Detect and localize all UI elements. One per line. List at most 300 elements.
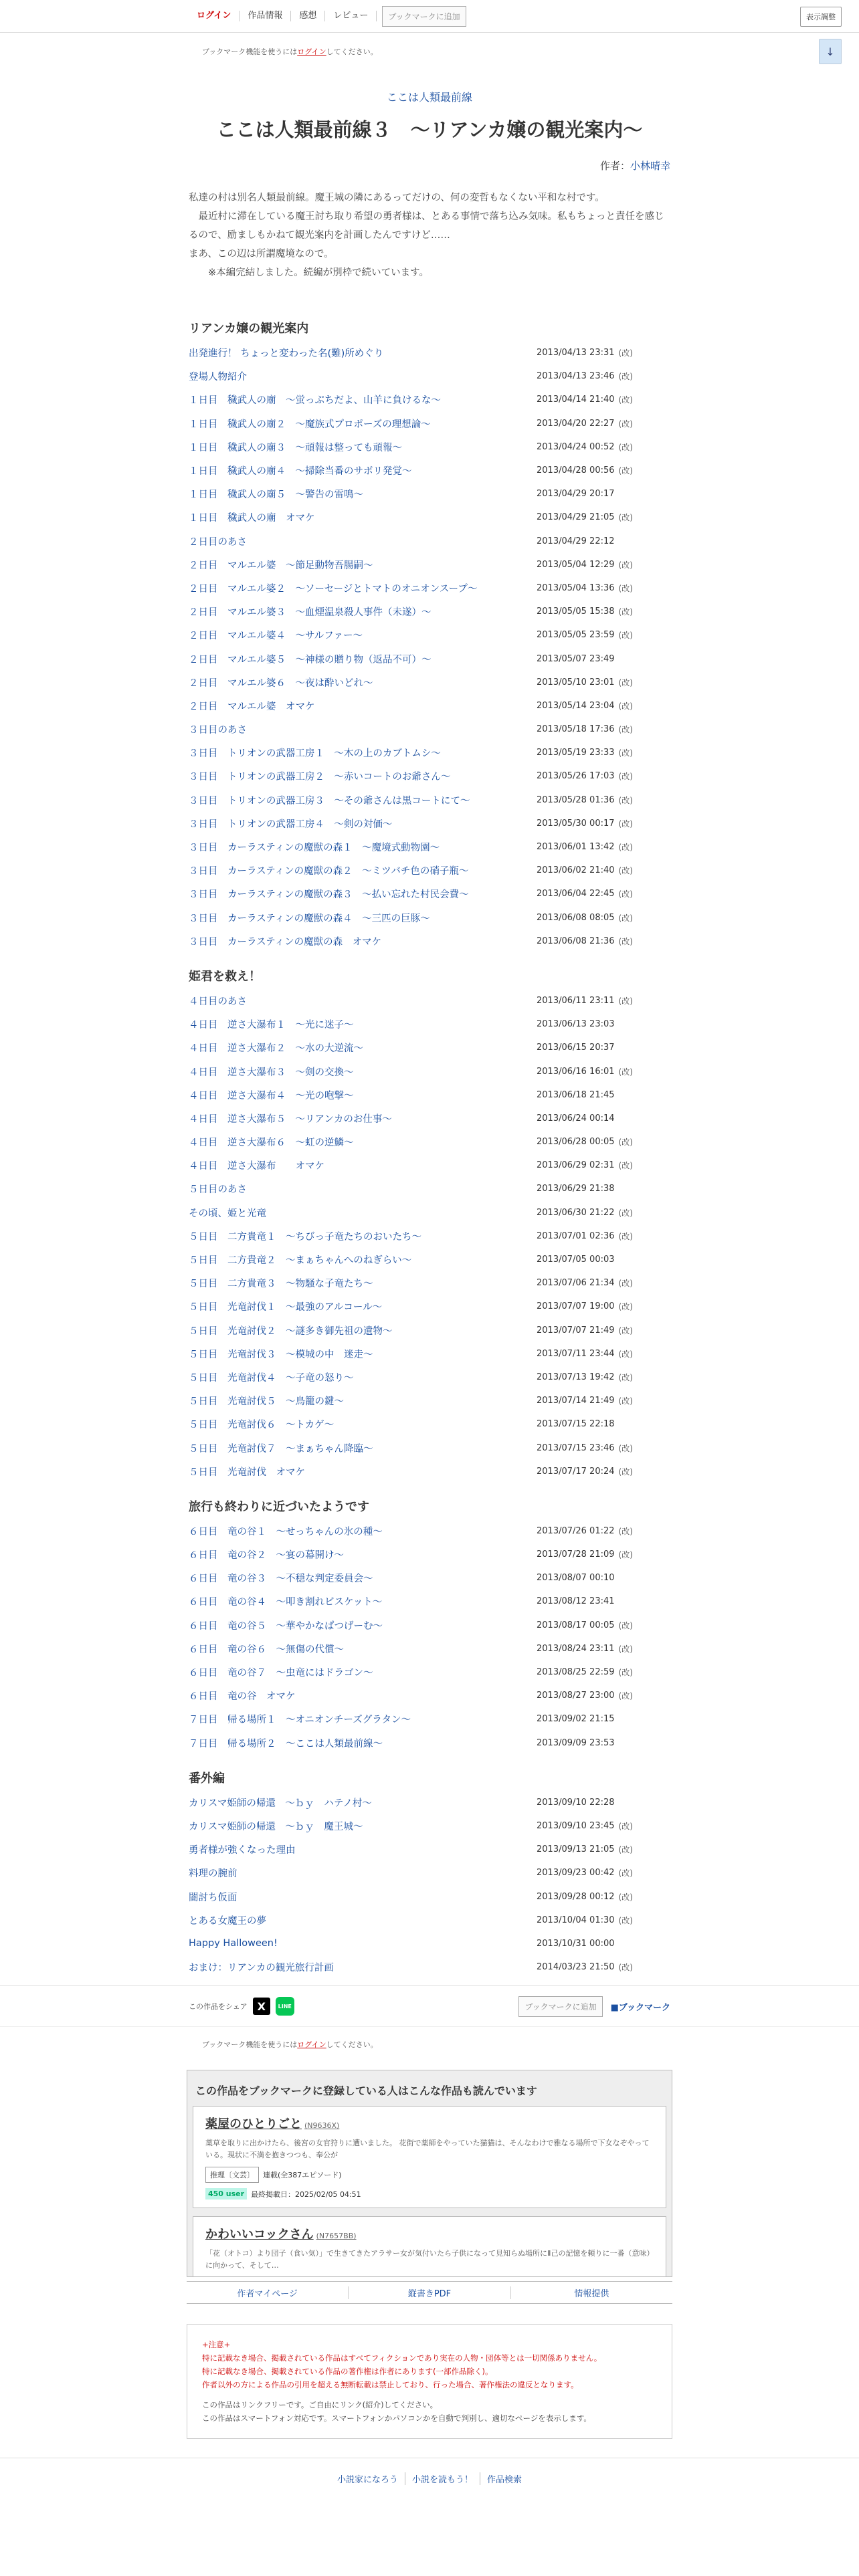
line-share-icon[interactable]: LINE [276, 1997, 294, 2016]
revised-mark: (改) [618, 866, 633, 876]
episode-row [189, 506, 670, 529]
episode-date: 2013/08/07 00:10 [537, 1573, 615, 1584]
episode-date-cell [537, 1525, 670, 1537]
episode-link[interactable]: ５日目 光竜討伐７ ～まぁちゃん降臨～ [189, 1443, 373, 1455]
episode-link[interactable]: ２日目 マルエル婆６ ～夜は酔いどれ～ [189, 677, 373, 689]
episode-date-cell [537, 1891, 670, 1903]
episode-link[interactable]: ５日目 光竜討伐６ ～トカゲ～ [189, 1420, 335, 1431]
episode-date: 2013/04/13 23:31 [537, 348, 615, 358]
caution-heading: +注意+ [202, 2340, 231, 2350]
episode-link[interactable]: その頃、姫と光竜 [189, 1208, 266, 1219]
top-nav [0, 0, 859, 33]
episode-row [189, 435, 670, 459]
impressions-link[interactable]: 感想 [291, 11, 325, 21]
episode-date: 2013/07/01 02:36 [537, 1230, 615, 1241]
episode-date: 2013/08/12 23:41 [537, 1596, 615, 1607]
episode-date: 2013/05/04 12:29 [537, 559, 615, 570]
notice2-prefix: ブックマーク機能を使うには [202, 2040, 298, 2050]
revised-mark: (改) [618, 936, 633, 946]
episode-row [189, 647, 670, 670]
episode-link[interactable]: ５日目 光竜討伐 オマケ [189, 1467, 305, 1478]
episode-link[interactable]: ６日目 竜の谷３ ～不穏な判定委員会～ [189, 1574, 373, 1585]
episode-row [189, 1590, 670, 1613]
episode-date-cell [537, 347, 670, 358]
episode-date-cell [537, 1255, 670, 1265]
revised-mark: (改) [618, 395, 633, 405]
episode-row [189, 812, 670, 835]
episode-row [189, 1036, 670, 1059]
episode-link[interactable]: ４日目 逆さ大瀑布３ ～剣の交換～ [189, 1067, 354, 1078]
revised-mark: (改) [618, 1302, 633, 1312]
episode-date: 2013/04/20 22:27 [537, 418, 615, 429]
episode-link[interactable]: １日目 穢武人の廟４ ～掃除当番のサボリ発覚～ [189, 466, 412, 477]
site-footer [0, 2458, 859, 2498]
episode-date-cell [537, 995, 670, 1006]
episode-link[interactable]: ５日目のあさ [189, 1184, 247, 1196]
episode-date: 2013/07/07 21:49 [537, 1325, 615, 1335]
episode-link[interactable]: ６日目 竜の谷１ ～せっちゃんの氷の種～ [189, 1526, 383, 1537]
scroll-down-button[interactable] [819, 39, 842, 64]
episode-date-cell [537, 794, 670, 806]
episode-row [189, 764, 670, 788]
notice-suffix: してください。 [326, 47, 378, 56]
episode-date: 2013/05/07 23:49 [537, 653, 615, 664]
episode-link[interactable]: 料理の腕前 [189, 1868, 237, 1880]
work-info-link[interactable]: 作品情報 [240, 11, 291, 21]
episode-row [189, 388, 670, 411]
episode-date-cell [537, 1620, 670, 1631]
episode-link[interactable]: ５日目 光竜討伐５ ～鳥籠の鍵～ [189, 1396, 344, 1408]
episode-date: 2013/08/24 23:11 [537, 1643, 615, 1654]
card-meta [205, 2167, 654, 2183]
episode-link[interactable]: ６日目 竜の谷５ ～華やかなぱつげーむ～ [189, 1620, 383, 1632]
episode-link[interactable]: ３日目のあさ [189, 725, 247, 736]
episode-row [189, 600, 670, 623]
episode-link[interactable]: ６日目 竜の谷４ ～叩き割れビスケット～ [189, 1597, 383, 1608]
episode-date: 2013/07/13 19:42 [537, 1372, 615, 1382]
revised-mark: (改) [618, 1138, 633, 1148]
episode-link[interactable]: ５日目 光竜討伐３ ～模城の中 迷走～ [189, 1349, 373, 1360]
episode-date-cell [537, 700, 670, 712]
author-link[interactable]: 小林晴幸 [630, 160, 670, 172]
episode-row [189, 1660, 670, 1684]
episode-date-cell [537, 441, 670, 453]
episode-date-cell [537, 606, 670, 617]
episode-link[interactable]: ７日目 帰る場所２ ～ここは人類最前線～ [189, 1738, 383, 1749]
episode-link[interactable]: １日目 穢武人の廟 オマケ [189, 513, 315, 524]
bookmark-add-button[interactable]: ブックマークに追加 [382, 6, 466, 27]
episode-link[interactable]: カリスマ姫師の帰還 ～ｂｙ 魔王城～ [189, 1821, 363, 1832]
card-title[interactable]: かわいいコックさん [205, 2228, 314, 2242]
revised-mark: (改) [618, 1231, 633, 1241]
episode-row [189, 1838, 670, 1861]
card-genre: 推理〔文芸〕 [205, 2167, 259, 2183]
episode-row [189, 459, 670, 482]
episode-link[interactable]: 勇者様が強くなった理由 [189, 1845, 296, 1856]
caution-info [202, 2398, 657, 2425]
episode-date-cell [537, 629, 670, 641]
episode-date: 2013/08/25 22:59 [537, 1667, 615, 1678]
share-bar [0, 1985, 859, 2027]
episode-link[interactable]: ５日目 二方貴竜１ ～ちびっ子竜たちのおいたち～ [189, 1231, 421, 1243]
episode-row [189, 1731, 670, 1755]
episode-row [189, 1814, 670, 1838]
episode-date: 2013/09/13 21:05 [537, 1844, 615, 1855]
revised-mark: (改) [618, 1396, 633, 1406]
episode-date: 2013/09/23 00:42 [537, 1868, 615, 1879]
episode-date: 2013/06/13 23:03 [537, 1019, 615, 1030]
episode-row [189, 1366, 670, 1389]
bookmark-notice [202, 46, 670, 57]
episode-link[interactable]: ５日目 光竜討伐４ ～子竜の怒り～ [189, 1372, 354, 1384]
episode-date-cell [537, 654, 670, 664]
revised-mark: (改) [618, 725, 633, 735]
footer-link-narou[interactable]: 小説家になろう [330, 2472, 405, 2485]
revised-mark: (改) [618, 1644, 633, 1654]
revised-mark: (改) [618, 1821, 633, 1831]
recommendation-card[interactable] [193, 2106, 666, 2208]
episode-date-cell [537, 936, 670, 947]
episode-link[interactable]: ４日目 逆さ大瀑布６ ～虹の逆鱗～ [189, 1138, 354, 1149]
episode-link[interactable]: Happy Halloween! [189, 1938, 278, 1949]
caution-line: 特に記載なき場合、掲載されている作品の著作権は作者にあります(一部作品除く)。 [202, 2367, 493, 2377]
episode-link[interactable]: ３日目 トリオンの武器工房３ ～その爺さんは黒コートにて～ [189, 795, 470, 807]
card-description: 薬草を取りに出かけたら、後宮の女官狩りに遭いました。 花街で薬師をやっていた猫猫は、そんなわけで雅なる場所で下女なぞやっている。現状に不満を抱きつつも、奉公が [205, 2139, 650, 2160]
review-link[interactable]: レビュー [325, 11, 377, 21]
episode-row [189, 1932, 670, 1955]
episode-row [189, 1083, 670, 1107]
author-line [189, 158, 670, 173]
chapter-title: リアンカ嬢の観光案内 [189, 322, 309, 336]
episode-link[interactable]: ７日目 帰る場所１ ～オニオンチーズグラタン～ [189, 1715, 411, 1726]
episode-row [189, 341, 670, 364]
episode-row [189, 1566, 670, 1590]
bookmark-link[interactable] [611, 2000, 670, 2013]
episode-date: 2013/05/10 23:01 [537, 677, 615, 687]
episode-link[interactable]: ３日目 カーラスティンの魔獣の森２ ～ミツバチ色の硝子瓶～ [189, 866, 469, 877]
episode-row [189, 1295, 670, 1318]
episode-row [189, 1460, 670, 1483]
episode-link[interactable]: ５日目 光竜討伐１ ～最強のアルコール～ [189, 1302, 383, 1313]
episode-row [189, 1177, 670, 1200]
episode-date-cell [537, 512, 670, 523]
episode-link[interactable]: ６日目 竜の谷２ ～宴の幕開け～ [189, 1550, 344, 1562]
series-title[interactable]: ここは人類最前線 [386, 91, 472, 104]
episode-date: 2013/07/17 20:24 [537, 1466, 615, 1477]
episode-link[interactable]: ２日目 マルエル婆３ ～血煙温泉殺人事件（未遂）～ [189, 607, 432, 619]
bookmark-square-icon: ■ [610, 2002, 619, 2013]
share-bar-inner [189, 1986, 670, 2026]
episode-date: 2013/04/29 20:17 [537, 489, 615, 500]
episode-link[interactable]: ３日目 カーラスティンの魔獣の森１ ～魔境式動物園～ [189, 843, 440, 854]
episode-row [189, 1707, 670, 1731]
notice-login-link[interactable]: ログイン [297, 47, 326, 56]
x-share-icon[interactable]: X [253, 1998, 270, 2015]
episode-link[interactable]: 登場人物紹介 [189, 372, 247, 383]
synopsis-line: 私達の村は別名人類最前線。魔王城の隣にあるってだけの、何の変哲もなくない平和な村です。 [189, 193, 605, 203]
episode-row [189, 1319, 670, 1342]
revised-mark: (改) [618, 583, 633, 593]
card-description: 「花（オトコ）より団子（食い気）」で生きてきたアラサー女が気付いたら子供になって見知らぬ場所にⅡ己の記憶を頼りに一番（意味）に向かって、そして… [205, 2249, 650, 2270]
revised-mark: (改) [618, 1208, 633, 1218]
episode-link[interactable]: ４日目 逆さ大瀑布２ ～水の大逆流～ [189, 1043, 363, 1055]
synopsis-line: まあ、この辺は所謂魔境なので。 [189, 249, 334, 259]
caution-info-line: この作品はスマートフォン対応です。スマートフォンかパソコンかを自動で判別し、適切なページを表示します。 [202, 2413, 591, 2424]
episode-link[interactable]: ２日目のあさ [189, 536, 247, 548]
episode-link[interactable]: １日目 穢武人の廟 ～蛍っぷちだよ、山羊に負けるな～ [189, 395, 441, 407]
episode-date: 2013/05/18 17:36 [537, 724, 615, 735]
episode-date: 2013/04/29 22:12 [537, 536, 615, 546]
episode-link[interactable]: １日目 穢武人の廟２ ～魔族式プロポーズの理想論～ [189, 419, 431, 430]
caution-info-line: この作品はリンクフリーです。ご自由にリンク(紹介)してください。 [202, 2400, 438, 2410]
footer-link-yomou[interactable]: 小説を読もう！ [405, 2472, 480, 2485]
episode-row [189, 694, 670, 718]
episode-date-cell [537, 1738, 670, 1748]
episode-row [189, 1791, 670, 1814]
episode-date: 2013/05/05 23:59 [537, 630, 615, 641]
episode-date: 2013/06/16 16:01 [537, 1066, 615, 1077]
episode-link[interactable]: おまけ：リアンカの観光旅行計画 [189, 1963, 334, 1974]
revised-mark: (改) [618, 701, 633, 711]
episode-link[interactable]: １日目 穢武人の廟３ ～頑報は整っても頑報～ [189, 442, 402, 453]
episode-date-cell [537, 912, 670, 924]
episode-date: 2013/06/29 02:31 [537, 1160, 615, 1171]
episode-link[interactable]: ３日目 カーラスティンの魔獣の森 オマケ [189, 936, 382, 948]
episode-date: 2013/06/08 21:36 [537, 936, 615, 946]
card-title[interactable]: 薬屋のひとりごと [205, 2117, 302, 2132]
revised-mark: (改) [618, 607, 633, 617]
bookmark-link-label: ブックマーク [618, 2002, 670, 2013]
episode-link[interactable]: ４日目 逆さ大瀑布５ ～リアンカのお仕事～ [189, 1113, 392, 1125]
report-info-link[interactable]: 情報提供 [574, 2288, 609, 2299]
episode-date: 2013/06/28 00:05 [537, 1137, 615, 1148]
episode-link[interactable]: ６日目 竜の谷６ ～無傷の代償～ [189, 1644, 344, 1655]
card-meta-2 [205, 2188, 654, 2199]
revised-mark: (改) [618, 996, 633, 1006]
episode-link[interactable]: 出発進行！ ちょっと変わった名(難)所めぐり [189, 348, 384, 360]
notice2-wrap [189, 2039, 670, 2050]
caution-box [187, 2324, 672, 2439]
episode-date: 2013/07/05 00:03 [537, 1255, 615, 1265]
episode-row [189, 1271, 670, 1295]
episode-row [189, 741, 670, 764]
revised-mark: (改) [618, 772, 633, 782]
episode-date-cell [537, 747, 670, 758]
episode-row [189, 1012, 670, 1036]
episode-date-cell [537, 1184, 670, 1194]
episode-link[interactable]: １日目 穢武人の廟５ ～警告の雷鳴～ [189, 490, 363, 501]
episode-date: 2013/06/18 21:45 [537, 1089, 615, 1100]
card-title-row [205, 2225, 654, 2242]
revised-mark: (改) [618, 1372, 633, 1382]
series-link[interactable] [189, 89, 670, 104]
episode-link[interactable]: ４日目 逆さ大瀑布 オマケ [189, 1161, 324, 1172]
episode-date-cell [537, 1277, 670, 1289]
episode-date: 2013/07/14 21:49 [537, 1396, 615, 1406]
episode-row [189, 1436, 670, 1459]
episode-date-cell [537, 841, 670, 853]
episode-date: 2013/05/30 00:17 [537, 818, 615, 829]
episode-date-cell [537, 1690, 670, 1701]
episode-date-cell [537, 536, 670, 546]
episode-date: 2013/05/04 13:36 [537, 582, 615, 593]
revised-mark: (改) [618, 913, 633, 923]
episode-date-cell [537, 489, 670, 499]
episode-row [189, 1885, 670, 1908]
bookmark-add-button-bottom[interactable]: ブックマークに追加 [518, 1996, 602, 2017]
revised-mark: (改) [618, 1892, 633, 1902]
novel-title: ここは人類最前線３ ～リアンカ嬢の観光案内～ [216, 118, 643, 141]
episode-date-cell [537, 1019, 670, 1029]
novel-synopsis [189, 189, 670, 282]
episode-date: 2013/06/29 21:38 [537, 1184, 615, 1194]
card-status: 連載(全387エピソード) [263, 2171, 342, 2180]
episode-link[interactable]: ６日目 竜の谷 オマケ [189, 1691, 296, 1703]
episode-date: 2013/06/30 21:22 [537, 1207, 615, 1218]
episode-date-cell [537, 1961, 670, 1973]
episode-row [189, 1154, 670, 1177]
episode-link[interactable]: ２日目 マルエル婆２ ～ソーセージとトマトのオニオンスープ～ [189, 583, 478, 595]
episode-link[interactable]: ３日目 トリオンの武器工房２ ～赤いコートのお爺さん～ [189, 772, 451, 783]
episode-row [189, 671, 670, 694]
revised-mark: (改) [618, 843, 633, 853]
episode-date-cell [537, 724, 670, 735]
author-mypage-link[interactable]: 作者マイページ [187, 2286, 349, 2299]
episode-date-cell [537, 1090, 670, 1100]
episode-row [189, 1909, 670, 1932]
table-of-contents [189, 317, 670, 1979]
episode-row [189, 718, 670, 741]
episode-date-cell [537, 1325, 670, 1336]
revised-mark: (改) [618, 466, 633, 476]
episode-date-cell [537, 418, 670, 429]
episode-date-cell [537, 1066, 670, 1077]
episode-date: 2013/09/10 23:45 [537, 1820, 615, 1831]
episode-date: 2013/08/27 23:00 [537, 1691, 615, 1701]
bookmark-notice-bottom [202, 2039, 670, 2050]
card-ncode: (N9636X) [304, 2121, 340, 2131]
revised-mark: (改) [618, 1467, 633, 1477]
episode-link[interactable]: 闇討ち仮面 [189, 1892, 237, 1903]
notice2-login-link[interactable]: ログイン [297, 2040, 326, 2050]
episode-date-cell [537, 1549, 670, 1560]
caution-line: 特に記載なき場合、掲載されている作品はすべてフィクションであり実在の人物・団体等とは一切関係ありません。 [202, 2353, 602, 2363]
episode-link[interactable]: ２日目 マルエル婆５ ～神様の贈り物（返品不可）～ [189, 654, 432, 665]
episode-date-cell [537, 465, 670, 476]
episode-row [189, 1248, 670, 1271]
episode-date: 2013/10/31 00:00 [537, 1938, 615, 1949]
revised-mark: (改) [618, 1868, 633, 1879]
episode-date: 2013/04/29 21:05 [537, 512, 615, 523]
episode-date-cell [537, 370, 670, 382]
episode-link[interactable]: ６日目 竜の谷７ ～虫竜にはドラゴン～ [189, 1668, 373, 1679]
episode-row [189, 364, 670, 388]
episode-date-cell [537, 1714, 670, 1724]
episode-link[interactable]: ３日目 カーラスティンの魔獣の森４ ～三匹の巨豚～ [189, 913, 430, 924]
revised-mark: (改) [618, 348, 633, 358]
footer-link-search[interactable]: 作品検索 [487, 2474, 522, 2485]
episode-date-cell [537, 888, 670, 899]
card-users-badge: 450 user [205, 2188, 247, 2199]
episode-link[interactable]: ２日目 マルエル婆 オマケ [189, 701, 315, 712]
episode-date: 2013/04/13 23:46 [537, 371, 615, 382]
episode-date: 2013/04/24 00:52 [537, 441, 615, 452]
recommendation-card[interactable] [193, 2216, 666, 2277]
episode-link[interactable]: ３日目 トリオンの武器工房４ ～剣の対価～ [189, 819, 393, 830]
episode-date-cell [537, 1867, 670, 1879]
episode-link[interactable]: ４日目 逆さ大瀑布４ ～光の咆撃～ [189, 1090, 354, 1101]
episode-link[interactable]: ４日目 逆さ大瀑布１ ～光に迷子～ [189, 1020, 354, 1031]
episode-row [189, 1637, 670, 1660]
top-nav-inner [189, 0, 670, 32]
revised-mark: (改) [618, 1325, 633, 1335]
episode-date-cell [537, 865, 670, 876]
episode-link[interactable]: ２日目 マルエル婆４ ～サルファー～ [189, 631, 363, 642]
episode-link[interactable]: ２日目 マルエル婆 ～節足動物吾腸嗣～ [189, 560, 373, 571]
episode-row [189, 1614, 670, 1637]
episode-date: 2013/09/10 22:28 [537, 1797, 615, 1808]
episode-date-cell [537, 1820, 670, 1832]
episode-row [189, 482, 670, 506]
episode-date-cell [537, 1939, 670, 1949]
episode-row [189, 576, 670, 600]
share-label: この作品をシェア [189, 2002, 248, 2012]
revised-mark: (改) [618, 795, 633, 805]
episode-row [189, 1519, 670, 1543]
down-arrow-icon: ↓ [826, 45, 835, 58]
episode-link[interactable]: カリスマ姫師の帰還 ～ｂｙ ハテノ村～ [189, 1798, 372, 1809]
episode-date: 2013/07/28 21:09 [537, 1549, 615, 1560]
episode-date-cell [537, 1207, 670, 1218]
revised-mark: (改) [618, 1963, 633, 1973]
episode-date-cell [537, 770, 670, 782]
recommendation-heading: この作品をブックマークに登録している人はこんな作品も読んでいます [195, 2084, 537, 2098]
chapter-title: 旅行も終わりに近づいたようです [189, 1499, 369, 1514]
vertical-pdf-link[interactable]: 縦書きPDF [349, 2286, 510, 2299]
episode-link[interactable]: ５日目 二方貴竜３ ～物騒な子竜たち～ [189, 1279, 373, 1290]
episode-date: 2013/06/15 20:37 [537, 1043, 615, 1053]
episode-date: 2013/05/14 23:04 [537, 700, 615, 711]
episode-link[interactable]: ５日目 光竜討伐２ ～謎多き御先祖の遺物～ [189, 1325, 393, 1337]
episode-link[interactable]: ５日目 二方貴竜２ ～まぁちゃんへのねぎらい～ [189, 1255, 412, 1267]
episode-link[interactable]: とある女魔王の夢 [189, 1915, 266, 1927]
episode-row [189, 1412, 670, 1436]
revised-mark: (改) [618, 513, 633, 523]
episode-date-cell [537, 1419, 670, 1429]
episode-date-cell [537, 1136, 670, 1148]
main-content [189, 46, 670, 1979]
episode-date: 2013/09/09 23:53 [537, 1737, 615, 1748]
episode-row [189, 412, 670, 435]
episode-date-cell [537, 1643, 670, 1654]
episode-date: 2013/07/15 23:46 [537, 1442, 615, 1453]
display-settings-button[interactable]: 表示調整 [800, 7, 842, 27]
episode-date: 2014/03/23 21:50 [537, 1962, 615, 1973]
caution-line: 作者以外の方による作品の引用を超える無断転載は禁止しており、行った場合、著作権法の違反となります。 [202, 2380, 579, 2390]
login-link[interactable]: ログイン [189, 11, 240, 21]
episode-row [189, 1861, 670, 1885]
synopsis-line: 最近村に滞在している魔王討ち取り希望の勇者様は、とある事情で落ち込み気味。私もちょっと責任を感じるので、励ましもかねて観光案内を計画したんですけど…… [189, 211, 664, 241]
episode-date-cell [537, 1798, 670, 1808]
chapter-title: 番外編 [189, 1771, 225, 1786]
episode-link[interactable]: ３日目 トリオンの武器工房１ ～木の上のカブトムシ～ [189, 748, 441, 760]
episode-date: 2013/06/11 23:11 [537, 995, 615, 1006]
episode-row [189, 882, 670, 905]
episode-link[interactable]: ４日目のあさ [189, 996, 247, 1007]
episode-date-cell [537, 1230, 670, 1242]
episode-date: 2013/06/01 13:42 [537, 842, 615, 853]
episode-link[interactable]: ３日目 カーラスティンの魔獣の森３ ～払い忘れた村民会費～ [189, 889, 469, 901]
